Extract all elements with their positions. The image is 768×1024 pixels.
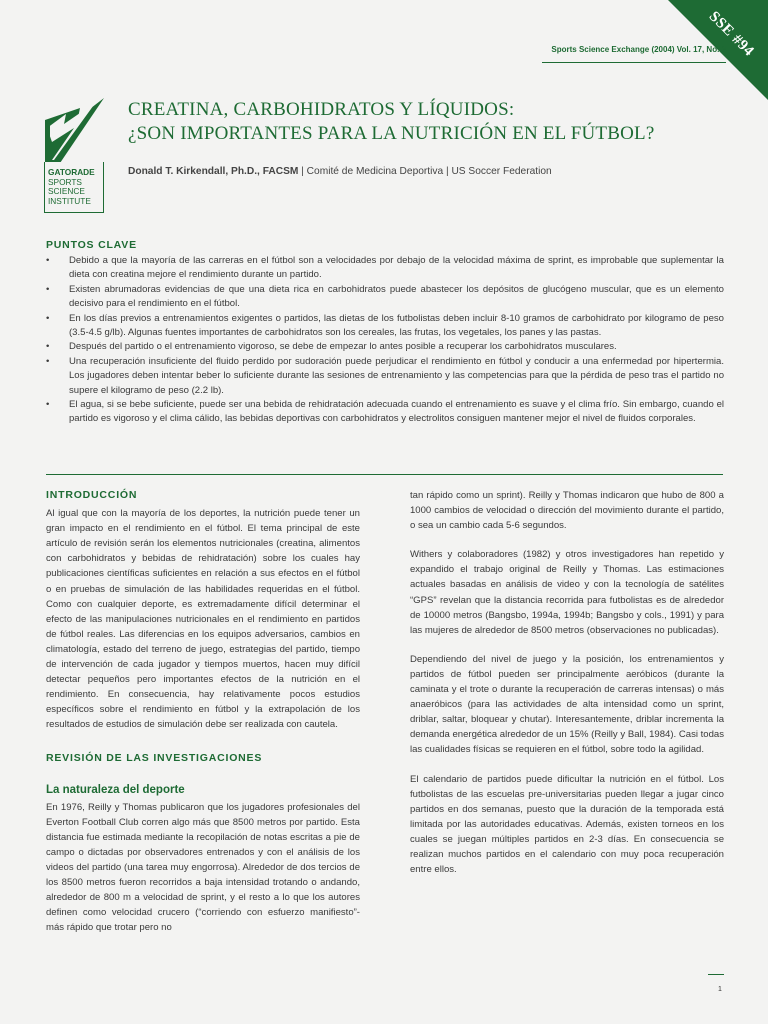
corner-badge-label: SSE #94 [705,8,757,60]
article-title [128,98,688,146]
right-column [410,488,724,877]
review-paragraph-2: Withers y colaboradores (1982) y otros investigadores han repetido y expandido el trabajo original de Reilly y Thomas. Las estimaciones actuales basadas en análisis de video y con la tecnología de satélites “GPS” revelan que la distancia recorrida para futbolistas es de alrededor de 10000 metros (Bangsbo, 1994a, 1994b; Bangsbo y cols., 1991) y para las mujeres de alrededor de 8500 metros (observaciones no publicadas). [410,549,724,636]
journal-reference: Sports Science Exchange (2004) Vol. 17, No. 3 [551,45,726,54]
footer-rule [708,974,724,975]
corner-badge [658,0,768,110]
page-number: 1 [718,986,722,993]
logo-line-sports: SPORTS [48,176,82,187]
author-line [128,166,552,177]
list-item: • Debido a que la mayoría de las carreras en el fútbol son a velocidades por debajo de la velocidad máxima de sprint, es improbable que suplementar la dieta con creatina mejore el rendimiento durante un partido. [46,254,724,283]
review-paragraph-3: Dependiendo del nivel de juego y la posición, los entrenamientos y partidos de fútbol pueden ser principalmente aeróbicos (durante la caminata y el trote o durante la recuperación de carreras intensas) o más anaeróbicos (para las actividades de alta intensidad como un sprint, driblar, saltar, bloquear y chutar). Interesantemente, driblar incrementa la demanda energética alrededor de un 15% (Reilly y Ball, 1984). Casi todas las cualidades físicas se requieren en el fútbol, sobre todo la agilidad. [410,653,724,756]
key-points-list [46,254,724,427]
intro-heading: INTRODUCCIÓN [46,489,138,501]
title-line-2: ¿SON IMPORTANTES PARA LA NUTRICIÓN EN EL FÚTBOL? [128,123,655,144]
intro-paragraph: Al igual que con la mayoría de los deportes, la nutrición puede tener un gran impacto en el rendimiento en el fútbol. El tema principal de este artículo de revisión serán los elementos nutricionales (creatina, alimentos con carbohidratos y bebidas de rehidratación) sobre los cuales hay publicaciones científicas suficientes en relación a sus efectos en el fútbol o en pruebas de simulación de las habilidades requeridas en el fútbol. Como con cualquier deporte, es extremadamente difícil determinar el efecto de las manipulaciones nutricionales en el rendimiento en partidos de fútbol reales. Las diferencias en los equipos adversarios, cambios en climatología, estado del terreno de juego, estrategias del partido, tiempo de intervención de cada jugador y tiempos muertos, hacen muy difícil detectar pequeños pero importantes efectos de la nutrición en el rendimiento. En consecuencia, hay relativamente pocos estudios específicos sobre el rendimiento en fútbol y la extrapolación de los resultados de estudios de simulación debe ser realizada con cautela. [46,508,360,731]
author-affiliation: | Comité de Medicina Deportiva | US Soccer Federation [298,166,552,177]
logo-line-institute: INSTITUTE [48,195,91,206]
review-paragraph-1-continued: tan rápido como un sprint). Reilly y Thomas indicaron que hubo de 800 a 1000 cambios de velocidad o dirección del movimiento durante el partido, o sea un cambio cada 5-6 segundos. [410,490,724,532]
review-heading: REVISIÓN DE LAS INVESTIGACIONES [46,751,263,764]
list-item: • El agua, si se bebe suficiente, puede ser una bebida de rehidratación adecuada cuando el entrenamiento es suave y el clima frío. Sin embargo, cuando el partido es vigoroso y el clima cálido, las bebidas deportivas con carbohidratos y electrolitos consiguen mantener mejor el nivel de fluidos corporales. [46,398,724,427]
key-points-section [46,239,724,427]
list-item: • Existen abrumadoras evidencias de que una dieta rica en carbohidratos puede abastecer los depósitos de glucógeno muscular, que es un elemento decisivo para el rendimiento en el fútbol. [46,283,724,312]
logo-wordmark [48,168,95,206]
logo-line-science: SCIENCE [48,186,85,197]
review-subheading: La naturaleza del deporte [46,783,185,796]
section-divider [46,474,723,475]
key-points-heading: PUNTOS CLAVE [46,239,137,251]
review-paragraph-1: En 1976, Reilly y Thomas publicaron que los jugadores profesionales del Everton Football Club corren algo más que 8500 metros por partido. Esta distancia fue estimada mediante la recopilación de notas escritas a pie de campo o dictadas por observadores entrenados y con el análisis de los videos del partido (una tarea muy engorrosa). Alrededor de dos tercios de los 8500 metros fueron recorridos a baja intensidad trotando o andando, alrededor de 800 m a velocidad de sprint, y el resto a lo que los autores definen como velocidad crucero (“corriendo con esfuerzo manifiesto”- más rápido que trotar pero no [46,801,360,934]
review-paragraph-4: El calendario de partidos puede dificultar la nutrición en el fútbol. Los futbolistas de las escuelas pre-universitarias pueden llegar a jugar cinco partidos en dos semanas, puesto que la duración de la temporada está limitada por las autoridades educativas. Además, existen torneos en los cuales se juegan múltiples partidos en 2-3 días. En consecuencia se realizan muchos partidos en el calendario con muy poca recuperación entre ellos. [410,773,724,876]
title-line-1: CREATINA, CARBOHIDRATOS Y LÍQUIDOS: [128,99,515,120]
lightning-bolt-icon [44,98,108,166]
list-item: • Una recuperación insuficiente del fluido perdido por sudoración puede perjudicar el rendimiento en fútbol y conducir a una enfermedad por hipertermia. Los jugadores deben intentar beber lo suficiente durante las sesiones de entrenamiento y las competencias para que la pérdida de peso tras el partido no supere el kilogramo de peso (2.2 lb). [46,355,724,398]
author-name: Donald T. Kirkendall, Ph.D., FACSM [128,166,299,177]
logo-line-gatorade: GATORADE [48,167,95,177]
list-item: • En los días previos a entrenamientos exigentes o partidos, las dietas de los futbolistas deben incluir 8-10 gramos de carbohidrato por kilogramo de peso (3.5-4.5 g/lb). Algunas fuentes importantes de carbohidratos son los cereales, las frutas, los vegetales, los panes y las pastas. [46,312,724,341]
left-column [46,488,360,936]
gatorade-logo [44,98,106,216]
header-divider [542,62,726,63]
list-item: • Después del partido o el entrenamiento vigoroso, se debe de empezar lo antes posible a recuperar los carbohidratos musculares. [46,340,724,354]
